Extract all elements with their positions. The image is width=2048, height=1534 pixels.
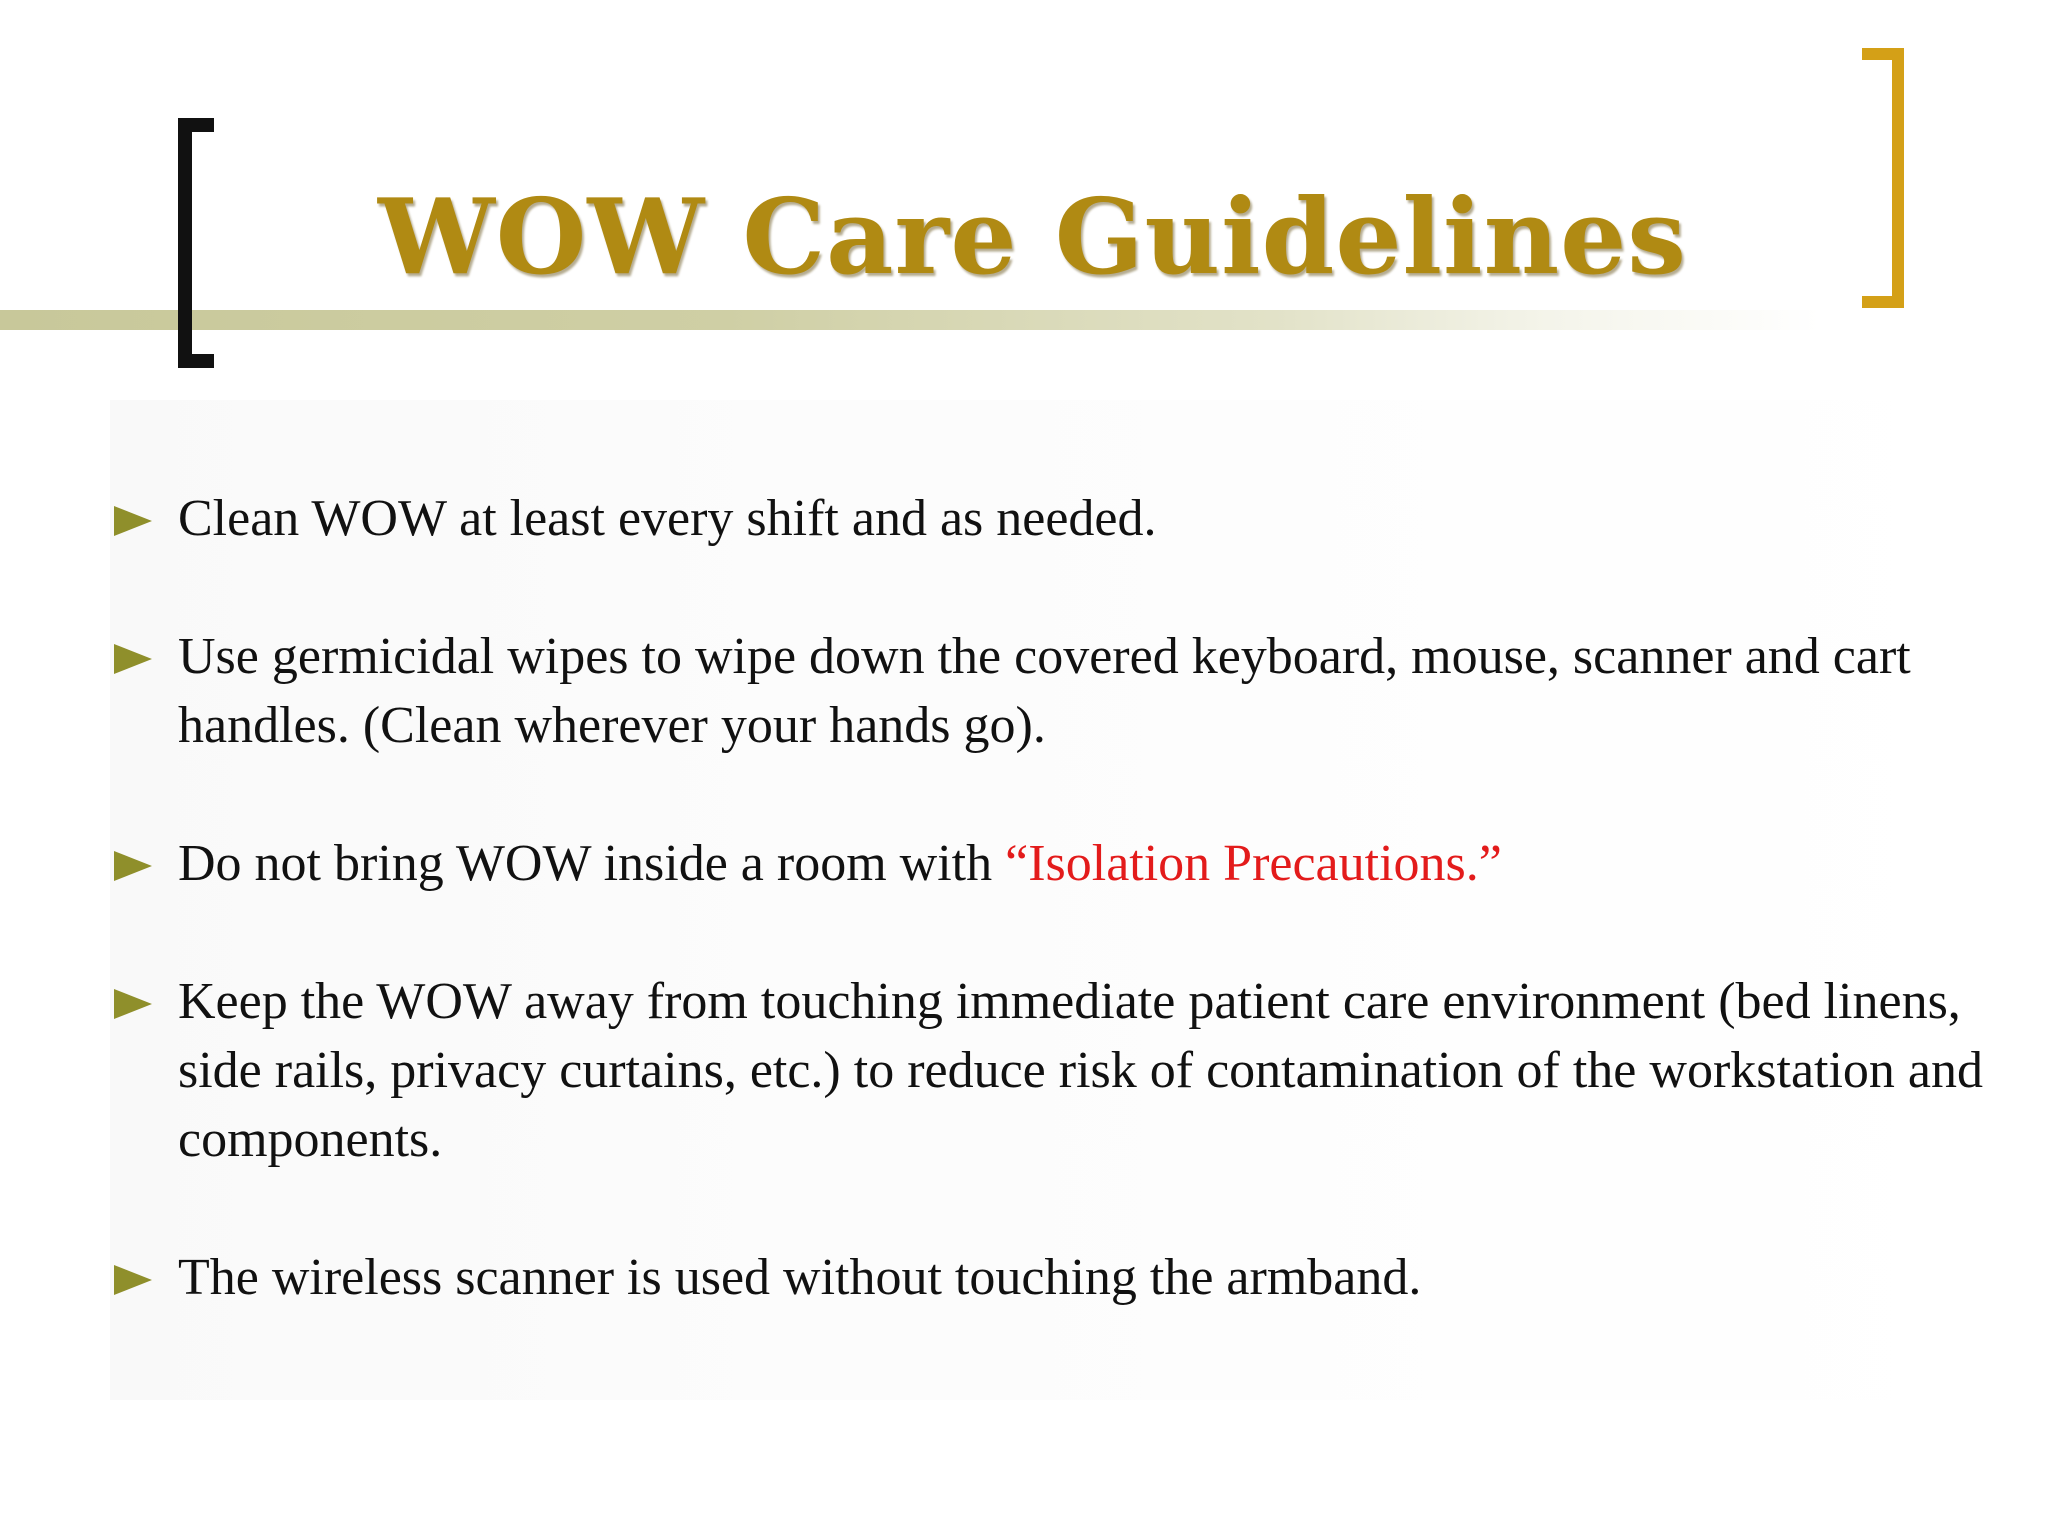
bullet-list xyxy=(108,484,1988,1381)
left-bracket-decoration xyxy=(178,118,214,368)
right-triangle-icon xyxy=(114,506,152,536)
bullet-text: Keep the WOW away from touching immediate patient care environment (bed linens, side rails, privacy curtains, etc.) to reduce risk of contamination of the workstation and components. xyxy=(178,973,1983,1168)
bullet-item-5 xyxy=(108,1243,1988,1312)
bullet-text: The wireless scanner is used without touching the armband. xyxy=(178,1249,1422,1306)
bullet-text: Do not bring WOW inside a room with xyxy=(178,835,1006,892)
bullet-text: Clean WOW at least every shift and as needed. xyxy=(178,490,1157,547)
bullet-item-4 xyxy=(108,967,1988,1174)
right-bracket-decoration xyxy=(1862,48,1904,308)
bullet-text: Use germicidal wipes to wipe down the covered keyboard, mouse, scanner and cart handles. (Clean wherever your hands go). xyxy=(178,628,1911,754)
bullet-item-3 xyxy=(108,829,1988,898)
right-triangle-icon xyxy=(114,851,152,881)
isolation-precautions-highlight: “Isolation Precautions.” xyxy=(1005,835,1502,892)
slide-title: WOW Care Guidelines xyxy=(378,175,1687,298)
right-triangle-icon xyxy=(114,644,152,674)
right-triangle-icon xyxy=(114,989,152,1019)
bullet-item-2 xyxy=(108,622,1988,760)
bullet-item-1 xyxy=(108,484,1988,553)
title-underline-bar xyxy=(0,310,1820,330)
right-triangle-icon xyxy=(114,1265,152,1295)
